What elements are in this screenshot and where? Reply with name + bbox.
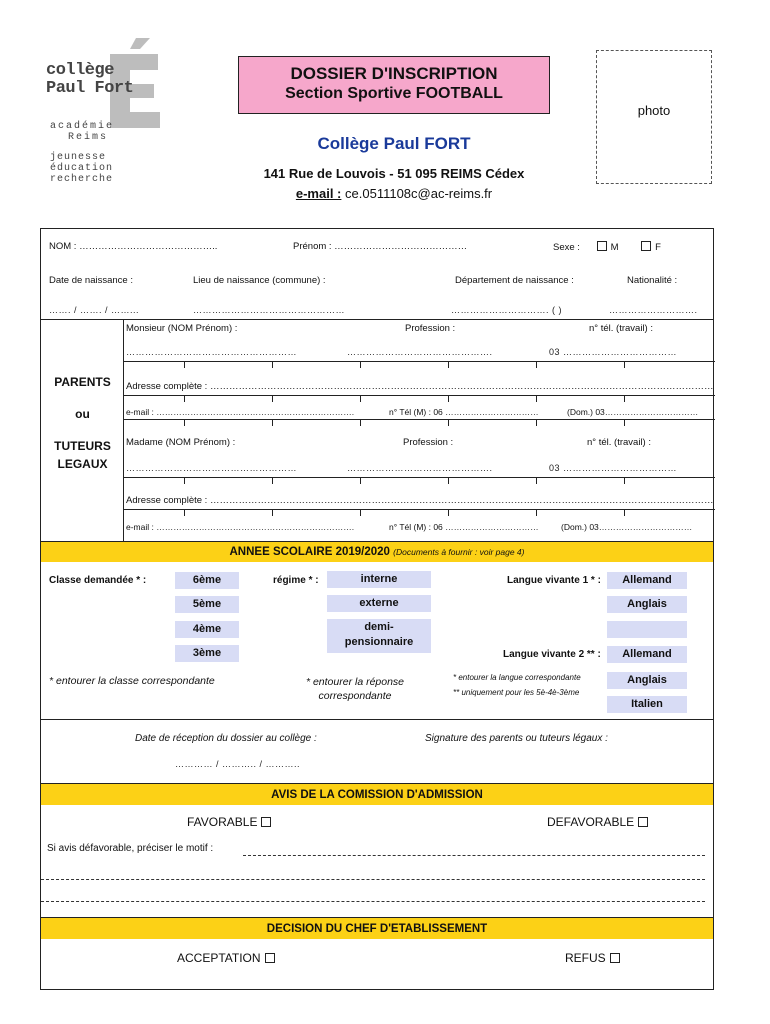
school-email [200, 186, 588, 201]
defavorable-option [547, 815, 652, 829]
note-lv2: ** uniquement pour les 5è-4è-3ème [453, 688, 580, 697]
acceptation-label: ACCEPTATION [177, 951, 261, 965]
regime-label: régime * : [273, 575, 319, 586]
classe-label: Classe demandée * : [49, 575, 147, 586]
sexe-f-label: F [655, 242, 661, 253]
note-regime [285, 675, 425, 703]
side-tuteurs: TUTEURS [54, 439, 111, 453]
madame-profession-field[interactable]: ………………………………………. [347, 463, 493, 473]
nationality-label: Nationalité : [627, 275, 678, 286]
logo-motto-line1: jeunesse [50, 152, 107, 163]
favorable-option [187, 815, 275, 829]
school-year-note: (Documents à fournir : voir page 4) [393, 547, 525, 557]
sexe-f-checkbox[interactable] [641, 241, 651, 251]
birthplace-field[interactable]: ………………………………………… [193, 305, 345, 315]
refus-option [565, 951, 624, 965]
side-legaux: LEGAUX [57, 457, 108, 471]
school-email-value: ce.0511108c@ac-reims.fr [345, 186, 493, 201]
lv2-label: Langue vivante 2 ** : [503, 649, 601, 660]
sexe-m-label: M [610, 242, 619, 253]
lv1-label: Langue vivante 1 * : [507, 575, 601, 586]
monsieur-profession-field[interactable]: ………………………………………. [347, 347, 493, 357]
reception-date-field[interactable]: ………… / ……….. / ……….. [175, 759, 301, 769]
monsieur-address-field[interactable]: Adresse complète : …………………………………………………………………………………………………………………………………………… [126, 381, 714, 392]
favorable-checkbox[interactable] [261, 817, 271, 827]
photo-label: photo [637, 103, 671, 118]
divider-identity [41, 319, 713, 320]
lv1-allemand[interactable]: Allemand [607, 572, 687, 589]
logo-academie-line2: Reims [68, 132, 109, 143]
note-regime-line1: * entourer la réponse [305, 676, 405, 688]
logo-motto-line3: recherche [50, 174, 114, 185]
defavorable-checkbox[interactable] [638, 817, 648, 827]
motif-line-2[interactable] [41, 879, 705, 880]
dob-field[interactable]: ……. / ……. / ……... [49, 305, 140, 315]
classe-6eme[interactable]: 6ème [175, 572, 239, 589]
motif-line-1[interactable] [243, 855, 705, 856]
school-year-band [41, 541, 713, 562]
madame-email-field[interactable]: e-mail : ……………………………………………………………. [126, 522, 355, 532]
madame-address-field[interactable]: Adresse complète : …………………………………………………………………………………………………………………………………………… [126, 495, 714, 506]
note-classe: * entourer la classe correspondante [49, 675, 215, 687]
classe-4eme[interactable]: 4ème [175, 621, 239, 638]
acceptation-option [177, 951, 279, 965]
monsieur-profession-label: Profession : [405, 323, 456, 334]
side-ou: ou [75, 407, 90, 421]
registration-form [40, 228, 714, 990]
regime-interne[interactable]: interne [327, 571, 431, 588]
side-parents: PARENTS [54, 375, 111, 389]
lv2-allemand[interactable]: Allemand [607, 646, 687, 663]
monsieur-label: Monsieur (NOM Prénom) : [126, 323, 238, 334]
logo-line-paul-fort: Paul Fort [46, 79, 134, 98]
monsieur-tel-dom-field[interactable]: (Dom.) 03…………………………… [567, 407, 699, 417]
reception-date-label: Date de réception du dossier au collège : [135, 733, 317, 744]
refus-label: REFUS [565, 951, 606, 965]
logo-academie-line1: académie [50, 121, 115, 132]
photo-box [596, 50, 712, 184]
signature-label: Signature des parents ou tuteurs légaux : [425, 733, 608, 744]
lv1-anglais[interactable]: Anglais [607, 596, 687, 613]
regime-externe[interactable]: externe [327, 595, 431, 612]
logo-motto [50, 152, 113, 185]
nom-field[interactable]: NOM : …………………………………….. [49, 241, 218, 252]
sexe-m-checkbox[interactable] [597, 241, 607, 251]
monsieur-name-field[interactable]: ……………………………………………… [126, 347, 297, 357]
school-email-label: e-mail : [295, 186, 342, 201]
divider-reception [41, 719, 713, 720]
note-regime-line2: correspondante [318, 690, 392, 702]
madame-tel-field[interactable]: 03 ……………………………… [549, 463, 678, 473]
logo-line-college: collège [46, 61, 114, 80]
dob-label: Date de naissance : [49, 275, 133, 286]
tick-row-1 [124, 361, 715, 367]
tick-row-2 [124, 395, 715, 401]
sexe-field [553, 241, 661, 253]
sexe-label: Sexe : [553, 242, 580, 253]
school-address: 141 Rue de Louvois - 51 095 REIMS Cédex [263, 166, 525, 181]
monsieur-tel-field[interactable]: 03 ……………………………… [549, 347, 678, 357]
nationality-field[interactable]: ………………………. [609, 305, 698, 315]
madame-profession-label: Profession : [403, 437, 454, 448]
prenom-field[interactable]: Prénom : …………………………………… [293, 241, 468, 252]
school-name: Collège Paul FORT [317, 134, 471, 153]
madame-tel-label: n° tél. (travail) : [587, 437, 651, 448]
birthplace-label: Lieu de naissance (commune) : [193, 275, 326, 286]
dossier-title: DOSSIER D'INSCRIPTION [290, 64, 498, 83]
note-lv1: * entourer la langue correspondante [453, 673, 581, 682]
favorable-label: FAVORABLE [187, 815, 258, 829]
dossier-title-box [238, 56, 550, 114]
madame-tel-mobile-field[interactable]: n° Tél (M) : 06 …………………………… [389, 522, 539, 532]
school-year-title: ANNEE SCOLAIRE 2019/2020 [229, 546, 390, 558]
motif-line-3[interactable] [41, 901, 705, 902]
lv2-italien[interactable]: Italien [607, 696, 687, 713]
monsieur-tel-label: n° tél. (travail) : [589, 323, 653, 334]
motif-label: Si avis défavorable, préciser le motif : [47, 843, 214, 854]
lv-empty-slot [607, 621, 687, 638]
logo-motto-line2: éducation [50, 163, 114, 174]
regime-demi-pensionnaire[interactable]: demi-pensionnaire [327, 619, 431, 653]
tick-row-3 [124, 419, 715, 425]
avis-band: AVIS DE LA COMISSION D'ADMISSION [41, 783, 713, 805]
monsieur-tel-mobile-field[interactable]: n° Tél (M) : 06 …………………………… [389, 407, 539, 417]
monsieur-email-field[interactable]: e-mail : ……………………………………………………………. [126, 407, 355, 417]
madame-tel-dom-field[interactable]: (Dom.) 03…………………………… [561, 522, 693, 532]
tick-row-4 [124, 477, 715, 483]
acceptation-checkbox[interactable] [265, 953, 275, 963]
madame-name-field[interactable]: ……………………………………………… [126, 463, 297, 473]
lv2-anglais[interactable]: Anglais [607, 672, 687, 689]
logo-academie [50, 121, 114, 143]
refus-checkbox[interactable] [610, 953, 620, 963]
decision-band: DECISION DU CHEF D'ETABLISSEMENT [41, 917, 713, 939]
tick-row-5 [124, 509, 715, 515]
madame-label: Madame (NOM Prénom) : [126, 437, 236, 448]
department-label: Département de naissance : [455, 275, 574, 286]
department-field[interactable]: …………………………. ( ) [451, 305, 562, 315]
defavorable-label: DEFAVORABLE [547, 815, 635, 829]
dossier-subtitle: Section Sportive FOOTBALL [285, 85, 503, 102]
parents-side-label [41, 373, 124, 473]
classe-5eme[interactable]: 5ème [175, 596, 239, 613]
logo-wordmark [46, 62, 133, 98]
classe-3eme[interactable]: 3ème [175, 645, 239, 662]
